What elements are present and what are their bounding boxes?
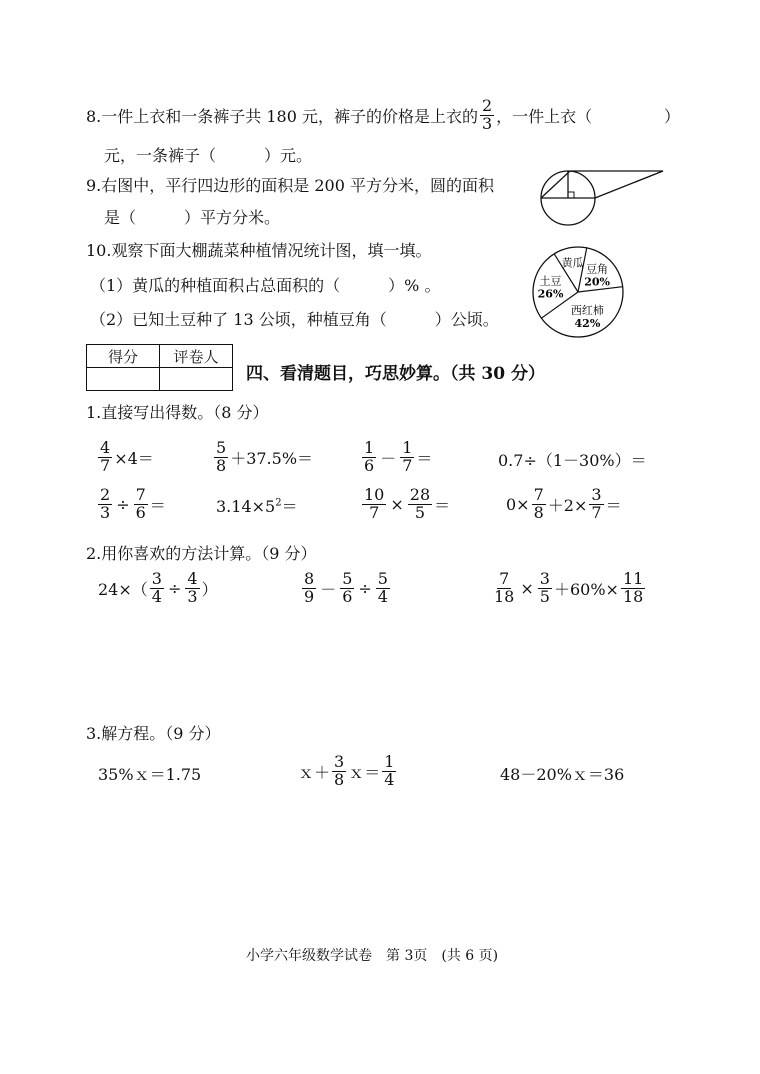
grader-header: 评卷人 [160,345,233,368]
figure-right-angle [568,192,574,198]
pie-value-label: 42% [574,317,601,331]
section4-title: 四、看清题目，巧思妙算。（共 30 分） [246,364,545,384]
q8-close-paren: ） [664,107,681,126]
pie-value-label: 26% [537,287,564,301]
q9-line2: 是（ ）平方分米。 [104,208,281,227]
p3-title: 3.解方程。（9 分） [86,724,221,743]
q10-sub1: （1）黄瓜的种植面积占总面积的（ ）% 。 [90,276,441,295]
q8-line2: 元，一条裤子（ ）元。 [104,146,313,165]
q8-line1 [86,98,592,133]
p2-expr-2: $\frac{8}{9}$ － $\frac{5}{6}$ ÷ $\frac{5}{4}$ [304,569,388,606]
vegetable-pie-chart [528,244,634,342]
p2-expr-1: 24×（ $\frac{3}{4}$ ÷ $\frac{4}{3}$ ） [98,569,218,606]
p1-expr-3: $\frac{1}{6}$ － $\frac{1}{7}$ ＝ [364,438,433,475]
q8-text-b: ，一件上衣（ [496,106,593,126]
pie-value-label: 20% [584,275,610,289]
p1-expr-1: $\frac{4}{7}$ ×4＝ [100,438,154,475]
p2-expr-3: $\frac{7}{18}$ × $\frac{3}{5}$ ＋60%× $\frac{11}{18}$ [494,569,644,606]
score-header: 得分 [87,345,160,368]
q8-fraction: $\frac{2}{3}$ [481,96,493,133]
p1-title: 1.直接写出得数。（8 分） [86,403,269,422]
p2-title: 2.用你喜欢的方法计算。（9 分） [86,544,317,563]
p1-expr-8: 0× $\frac{7}{8}$ ＋2× $\frac{3}{7}$ ＝ [506,485,622,522]
page-footer: 小学六年级数学试卷 第 3页 (共 6 页) [246,948,499,964]
pie-category-label: 豆角 [586,262,609,276]
pie-category-label: 土豆 [539,274,562,288]
q8-text-a: 8.一件上衣和一条裤子共 180 元，裤子的价格是上衣的 [86,106,478,126]
p1-expr-7: $\frac{10}{7}$ × $\frac{28}{5}$ ＝ [364,485,451,522]
q10-sub2: （2）已知土豆种了 13 公顷，种植豆角（ ）公顷。 [90,310,499,329]
p3-expr-1: 35%ｘ＝1.75 [98,765,202,784]
p1-expr-5: $\frac{2}{3}$ ÷ $\frac{7}{6}$ ＝ [100,485,166,522]
p3-expr-2: ｘ＋ $\frac{3}{8}$ ｘ＝ $\frac{1}{4}$ [298,752,395,789]
pie-category-label: 西红柿 [570,304,604,318]
grader-cell[interactable] [160,368,233,391]
q9-line1: 9.右图中，平行四边形的面积是 200 平方分米，圆的面积 [86,176,494,195]
p1-expr-2: $\frac{5}{8}$ ＋37.5%＝ [216,438,314,475]
p3-expr-3: 48－20%ｘ＝36 [500,765,625,784]
score-table [86,344,233,391]
q10-line1: 10.观察下面大棚蔬菜种植情况统计图，填一填。 [86,241,432,260]
pie-category-label: 黄瓜 [561,256,584,270]
p1-expr-6: $3.14\times 5^2=$ [216,497,298,516]
q9-figure [532,164,672,236]
p1-expr-4: 0.7÷（1－30%）＝ [498,451,647,470]
figure-parallelogram [541,171,663,198]
score-cell[interactable] [87,368,160,391]
